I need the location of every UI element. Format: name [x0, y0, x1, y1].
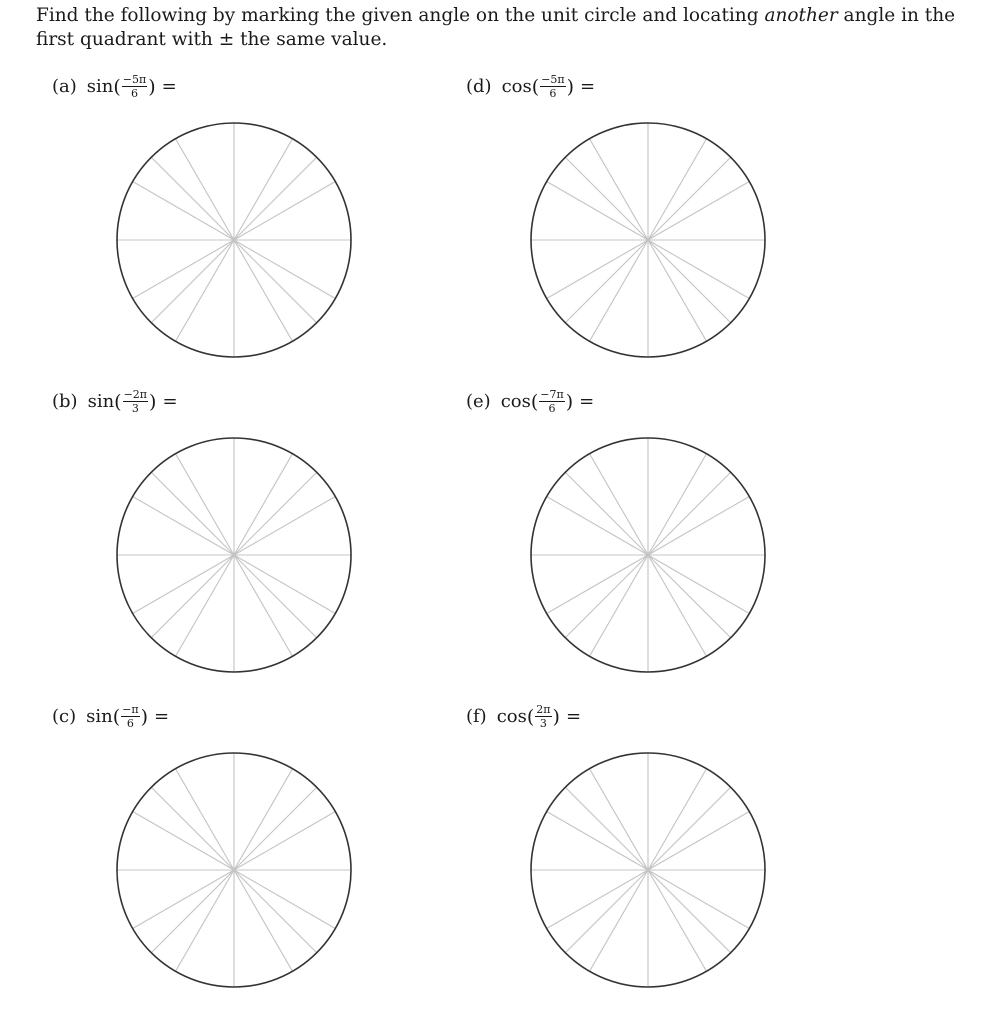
unit-circle-diagram[interactable] — [114, 435, 354, 675]
angle-spoke-210deg — [133, 240, 234, 299]
angle-spoke-45deg — [648, 787, 731, 870]
angle-spoke-45deg — [648, 157, 731, 240]
problem-label — [466, 704, 581, 729]
fraction-denominator: 3 — [131, 402, 139, 415]
angle-fraction — [121, 704, 139, 729]
open-paren-glyph: ( — [112, 705, 121, 728]
open-paren-glyph: ( — [531, 75, 540, 98]
angle-spoke-210deg — [547, 870, 648, 929]
unit-circle-diagram[interactable] — [528, 435, 768, 675]
unit-circle-diagram[interactable] — [528, 120, 768, 360]
unit-circle-diagram[interactable] — [114, 120, 354, 360]
angle-spoke-300deg — [234, 240, 293, 341]
angle-spoke-120deg — [176, 139, 235, 240]
angle-spoke-150deg — [133, 182, 234, 241]
angle-spoke-45deg — [234, 157, 317, 240]
problem-f — [466, 704, 786, 1004]
instructions — [36, 4, 956, 52]
problem-label — [52, 704, 169, 729]
angle-spoke-45deg — [234, 787, 317, 870]
angle-spoke-30deg — [234, 497, 335, 556]
angle-spoke-225deg — [565, 240, 648, 323]
angle-spoke-135deg — [565, 472, 648, 555]
problem-b — [52, 389, 372, 689]
angle-fraction — [535, 704, 551, 729]
problem-label — [52, 74, 177, 99]
angle-spoke-210deg — [133, 555, 234, 614]
angle-fraction — [123, 389, 148, 414]
angle-spoke-150deg — [547, 182, 648, 241]
angle-spoke-150deg — [133, 497, 234, 556]
angle-spoke-300deg — [648, 870, 707, 971]
fraction-denominator: 6 — [131, 87, 139, 100]
problem-tag: (a) — [52, 75, 77, 97]
angle-fraction — [122, 74, 147, 99]
angle-spoke-210deg — [547, 240, 648, 299]
angle-spoke-210deg — [547, 555, 648, 614]
angle-spoke-225deg — [565, 870, 648, 953]
angle-spoke-315deg — [648, 870, 731, 953]
angle-spoke-30deg — [648, 182, 749, 241]
angle-spoke-120deg — [176, 769, 235, 870]
angle-spoke-120deg — [176, 454, 235, 555]
fraction-denominator: 6 — [126, 717, 134, 730]
angle-spoke-135deg — [151, 157, 234, 240]
problem-tag: (f) — [466, 705, 487, 727]
angle-spoke-240deg — [590, 870, 649, 971]
problem-d — [466, 74, 786, 374]
fraction-denominator: 6 — [549, 87, 557, 100]
problem-a — [52, 74, 372, 374]
problem-label — [466, 389, 594, 414]
fraction-numerator: 2π — [536, 703, 551, 716]
close-paren-glyph: ) — [566, 75, 575, 98]
equals-sign: = — [161, 75, 177, 97]
angle-spoke-240deg — [176, 870, 235, 971]
instructions-text-1: Find the following by marking the given angle on the unit circle and locating — [36, 5, 765, 26]
angle-spoke-30deg — [648, 812, 749, 871]
angle-spoke-240deg — [176, 240, 235, 341]
angle-spoke-330deg — [234, 870, 335, 929]
angle-fraction — [539, 389, 564, 414]
open-paren-glyph: ( — [526, 705, 535, 728]
angle-spoke-225deg — [151, 240, 234, 323]
angle-spoke-45deg — [234, 472, 317, 555]
problem-tag: (c) — [52, 705, 77, 727]
equals-sign: = — [565, 705, 582, 727]
angle-spoke-225deg — [565, 555, 648, 638]
angle-spoke-60deg — [648, 139, 707, 240]
instructions-emphasis: another — [764, 5, 838, 26]
close-paren-glyph: ) — [148, 75, 156, 98]
angle-spoke-315deg — [648, 555, 731, 638]
angle-spoke-60deg — [648, 769, 707, 870]
function-name: cos — [501, 75, 532, 97]
angle-spoke-150deg — [133, 812, 234, 871]
equals-sign: = — [154, 705, 170, 727]
angle-spoke-60deg — [234, 769, 293, 870]
fraction-numerator: −5π — [541, 73, 565, 86]
function-name: sin — [86, 75, 114, 97]
angle-spoke-330deg — [234, 555, 335, 614]
angle-spoke-240deg — [176, 555, 235, 656]
function-name: cos — [496, 705, 527, 727]
angle-spoke-210deg — [133, 870, 234, 929]
problem-c — [52, 704, 372, 1004]
problem-e — [466, 389, 786, 689]
angle-spoke-120deg — [590, 454, 649, 555]
function-name: cos — [500, 390, 531, 412]
equals-sign: = — [162, 390, 178, 412]
open-paren-glyph: ( — [530, 390, 539, 413]
angle-spoke-60deg — [234, 454, 293, 555]
equals-sign: = — [579, 390, 595, 412]
close-paren-glyph: ) — [140, 705, 149, 728]
angle-spoke-120deg — [590, 139, 649, 240]
close-paren-glyph: ) — [149, 390, 157, 413]
problem-tag: (b) — [52, 390, 78, 412]
angle-spoke-225deg — [151, 555, 234, 638]
instructions-text-2: angle in the first quadrant with ± the same value. — [36, 5, 956, 50]
angle-spoke-225deg — [151, 870, 234, 953]
angle-spoke-300deg — [648, 240, 707, 341]
angle-spoke-30deg — [234, 812, 335, 871]
angle-spoke-330deg — [648, 555, 749, 614]
open-paren-glyph: ( — [113, 75, 121, 98]
unit-circle-diagram[interactable] — [114, 750, 354, 990]
angle-spoke-330deg — [648, 870, 749, 929]
close-paren-glyph: ) — [565, 390, 574, 413]
angle-spoke-135deg — [151, 472, 234, 555]
angle-spoke-45deg — [648, 472, 731, 555]
fraction-denominator: 6 — [548, 402, 556, 415]
angle-fraction — [540, 74, 565, 99]
angle-spoke-315deg — [648, 240, 731, 323]
fraction-denominator: 3 — [539, 717, 547, 730]
angle-spoke-330deg — [648, 240, 749, 299]
problem-tag: (e) — [466, 390, 491, 412]
function-name: sin — [87, 390, 115, 412]
angle-spoke-300deg — [234, 870, 293, 971]
angle-spoke-135deg — [565, 787, 648, 870]
close-paren-glyph: ) — [552, 705, 560, 728]
fraction-numerator: −7π — [540, 388, 564, 401]
angle-spoke-300deg — [234, 555, 293, 656]
fraction-numerator: −π — [122, 703, 139, 716]
angle-spoke-315deg — [234, 555, 317, 638]
problem-tag: (d) — [466, 75, 492, 97]
fraction-numerator: −2π — [123, 388, 148, 401]
equals-sign: = — [580, 75, 596, 97]
angle-spoke-135deg — [151, 787, 234, 870]
angle-spoke-315deg — [234, 870, 317, 953]
angle-spoke-150deg — [547, 812, 648, 871]
angle-spoke-330deg — [234, 240, 335, 299]
angle-spoke-300deg — [648, 555, 707, 656]
problem-label — [466, 74, 595, 99]
angle-spoke-135deg — [565, 157, 648, 240]
angle-spoke-30deg — [234, 182, 335, 241]
angle-spoke-240deg — [590, 555, 649, 656]
angle-spoke-60deg — [234, 139, 293, 240]
angle-spoke-240deg — [590, 240, 649, 341]
angle-spoke-315deg — [234, 240, 317, 323]
problem-label — [52, 389, 178, 414]
function-name: sin — [86, 705, 113, 727]
unit-circle-diagram[interactable] — [528, 750, 768, 990]
fraction-numerator: −5π — [122, 73, 147, 86]
angle-spoke-150deg — [547, 497, 648, 556]
angle-spoke-60deg — [648, 454, 707, 555]
angle-spoke-30deg — [648, 497, 749, 556]
open-paren-glyph: ( — [114, 390, 122, 413]
angle-spoke-120deg — [590, 769, 649, 870]
